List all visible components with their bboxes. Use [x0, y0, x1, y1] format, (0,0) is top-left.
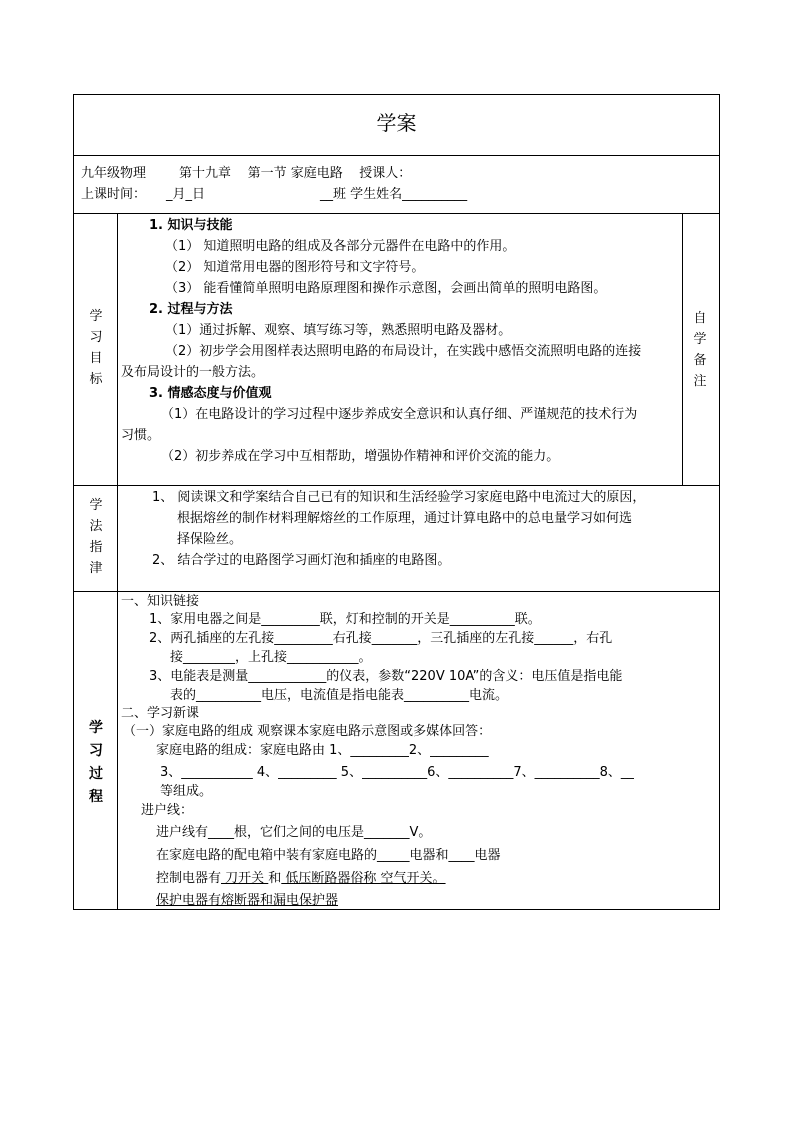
- divider-label-column: [117, 213, 118, 909]
- objective-item: （2） 知道常用电器的图形符号和文字符号。: [165, 260, 425, 275]
- objective-item-continued: 习惯。: [121, 428, 161, 443]
- objective-item: （2）初步养成在学习中互相帮助，增强协作精神和评价交流的能力。: [161, 449, 560, 464]
- divider-objectives: [74, 485, 719, 486]
- fill-in-question-continued: 等组成。: [160, 784, 213, 799]
- class-time-label: 上课时间：: [81, 187, 147, 202]
- fill-in-question: 3、电能表是测量____________的仪表，参数“220V 10A”的含义：电压值是指电能: [149, 669, 623, 684]
- fill-in-question: 1、家用电器之间是_________联，灯和控制的开关是__________联。: [149, 612, 541, 627]
- class-date: _月_日: [166, 187, 206, 202]
- divider-header: [74, 213, 719, 214]
- fill-in-question-continued: 表的__________电压，电流值是指电能表__________电流。: [170, 688, 509, 703]
- fill-in-question: 3、___________ 4、_________ 5、__________6、__________7、__________8、__: [160, 765, 634, 780]
- objective-item-continued: 及布局设计的一般方法。: [121, 365, 265, 380]
- method-item-continued: 根据熔丝的制作材料理解熔丝的工作原理，通过计算电路中的总电量学习如何选: [177, 511, 633, 526]
- subsection-heading: 一、知识链接: [121, 594, 200, 609]
- objective-item: （2）初步学会用图样表达照明电路的布局设计，在实践中感悟交流照明电路的连接: [165, 344, 642, 359]
- lesson-plan-table: [73, 94, 720, 910]
- objective-item: （1）在电路设计的学习过程中逐步养成安全意识和认真仔细、严谨规范的技术行为: [161, 407, 638, 422]
- objective-heading: 1. 知识与技能: [149, 218, 233, 233]
- subsection-heading: （一）家庭电路的组成 观察课本家庭电路示意图或多媒体回答：: [123, 724, 492, 739]
- self-study-notes-label: 自 学 备 注: [693, 311, 707, 389]
- divider-notes-column: [682, 213, 683, 485]
- objective-item: （3） 能看懂简单照明电路原理图和操作示意图，会画出简单的照明电路图。: [165, 281, 607, 296]
- fill-in-question: 家庭电路的组成：家庭电路由 1、_________2、_________: [156, 743, 489, 758]
- page-title: 学案: [376, 111, 417, 135]
- fill-in-question-continued: 接________，上孔接___________。: [170, 650, 372, 665]
- method-guide-label: 学 法 指 津: [89, 498, 103, 576]
- fill-in-question: 进户线有____根，它们之间的电压是_______V。: [156, 825, 432, 840]
- subsection-heading: 进户线：: [141, 803, 194, 818]
- objective-heading: 3. 情感态度与价值观: [149, 386, 272, 401]
- protection-devices-line: 保护电器有熔断器和漏电保护器: [156, 893, 339, 908]
- method-item: 2、 结合学过的电路图学习画灯泡和插座的电路图。: [152, 553, 451, 568]
- objective-item: （1） 知道照明电路的组成及各部分元器件在电路中的作用。: [165, 239, 516, 254]
- objective-item: （1）通过拆解、观察、填写练习等，熟悉照明电路及器材。: [165, 323, 512, 338]
- subsection-heading: 二、学习新课: [121, 706, 200, 721]
- method-item: 1、 阅读课文和学案结合自己已有的知识和生活经验学习家庭电路中电流过大的原因，: [152, 490, 646, 505]
- control-devices-line: 控制电器有 刀开关 和 低压断路器俗称 空气开关。: [156, 871, 446, 886]
- objective-heading: 2. 过程与方法: [149, 302, 233, 317]
- learning-process-label: 学 习 过 程: [89, 720, 103, 805]
- objectives-label: 学 习 目 标: [89, 309, 103, 387]
- divider-title: [74, 155, 719, 156]
- fill-in-question: 在家庭电路的配电箱中装有家庭电路的_____电器和____电器: [156, 848, 501, 863]
- course-info: 九年级物理 第十九章 第一节 家庭电路 授课人：: [81, 166, 412, 181]
- method-item-continued: 择保险丝。: [177, 532, 243, 547]
- fill-in-question: 2、两孔插座的左孔接_________右孔接_______，三孔插座的左孔接______，右孔: [149, 631, 613, 646]
- student-name-field: __班 学生姓名__________: [320, 187, 468, 202]
